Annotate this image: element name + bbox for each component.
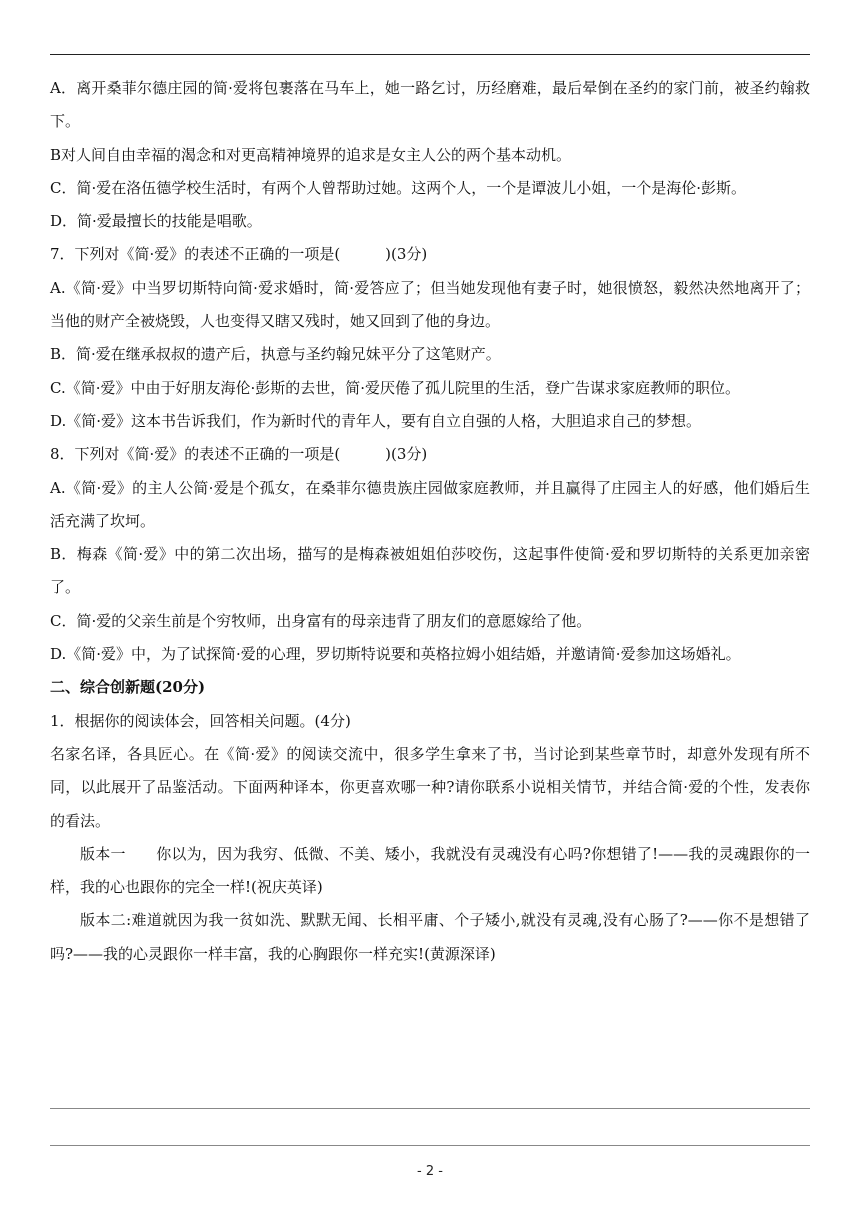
page-number: - 2 - xyxy=(417,1164,443,1179)
header-rule xyxy=(50,54,810,55)
question-8-option-d: D.《简·爱》中，为了试探简·爱的心理，罗切斯特说要和英格拉姆小姐结婚，并邀请简·爱参加这场婚礼。 xyxy=(50,645,741,664)
question-7-option-b: B．简·爱在继承叔叔的遗产后，执意与圣约翰兄妹平分了这笔财产。 xyxy=(50,345,501,364)
section-2-question-1-intro: 名家名译，各具匠心。在《简·爱》的阅读交流中，很多学生拿来了书，当讨论到某些章节时，却意外发现有所不同，以此展开了品鉴活动。下面两种译本，你更喜欢哪一种?请你联系小说相关情节，并结合简·爱的个性，发表你的看法。 xyxy=(50,744,810,830)
question-7-stem: 7．下列对《简·爱》的表述不正确的一项是( )(3分) xyxy=(50,245,428,264)
question-8-option-b: B．梅森《简·爱》中的第二次出场，描写的是梅森被姐姐伯莎咬伤，这起事件使简·爱和罗切斯特的关系更加亲密了。 xyxy=(50,545,810,597)
question-7-option-c: C.《简·爱》中由于好朋友海伦·彭斯的去世，简·爱厌倦了孤儿院里的生活，登广告谋求家庭教师的职位。 xyxy=(50,378,741,397)
document-body xyxy=(50,72,810,971)
question-8-stem: 8．下列对《简·爱》的表述不正确的一项是( )(3分) xyxy=(50,445,428,464)
question-8-option-a: A.《简·爱》的主人公简·爱是个孤女，在桑菲尔德贵族庄园做家庭教师，并且赢得了庄园主人的好感，他们婚后生活充满了坎坷。 xyxy=(50,478,810,530)
question-8-option-c: C．简·爱的父亲生前是个穷牧师，出身富有的母亲违背了朋友们的意愿嫁给了他。 xyxy=(50,611,592,630)
section-2-question-1-stem: 1．根据你的阅读体会，回答相关问题。(4分) xyxy=(50,711,351,730)
question-7-option-a: A.《简·爱》中当罗切斯特向简·爱求婚时，简·爱答应了；但当她发现他有妻子时，她很愤怒，毅然决然地离开了；当他的财产全被烧毁，人也变得又瞎又残时，她又回到了他的身边。 xyxy=(50,278,810,331)
option-paragraph: A．离开桑菲尔德庄园的简·爱将包裹落在马车上，她一路乞讨，历经磨难，最后晕倒在圣约的家门前，被圣约翰救下。 xyxy=(50,79,810,131)
option-paragraph: B对人间自由幸福的渴念和对更高精神境界的追求是女主人公的两个基本动机。 xyxy=(50,145,572,164)
section-2-title: 二、综合创新题(20分) xyxy=(50,678,206,697)
translation-version-1: 版本一 你以为，因为我穷、低微、不美、矮小，我就没有灵魂没有心吗?你想错了!——我的灵魂跟你的一样，我的心也跟你的完全一样!(祝庆英译) xyxy=(50,844,810,897)
answer-line[interactable] xyxy=(50,1145,810,1146)
translation-version-2: 版本二:难道就因为我一贫如洗、默默无闻、长相平庸、个子矮小,就没有灵魂,没有心肠了?——你不是想错了吗?——我的心灵跟你一样丰富，我的心胸跟你一样充实!(黄源深译) xyxy=(50,911,810,963)
question-7-option-d: D.《简·爱》这本书告诉我们，作为新时代的青年人，要有自立自强的人格，大胆追求自己的梦想。 xyxy=(50,411,702,430)
option-paragraph: D．简·爱最擅长的技能是唱歌。 xyxy=(50,212,262,231)
answer-line[interactable] xyxy=(50,1108,810,1109)
option-paragraph: C．简·爱在洛伍德学校生活时，有两个人曾帮助过她。这两个人，一个是谭波儿小姐，一个是海伦·彭斯。 xyxy=(50,178,747,197)
